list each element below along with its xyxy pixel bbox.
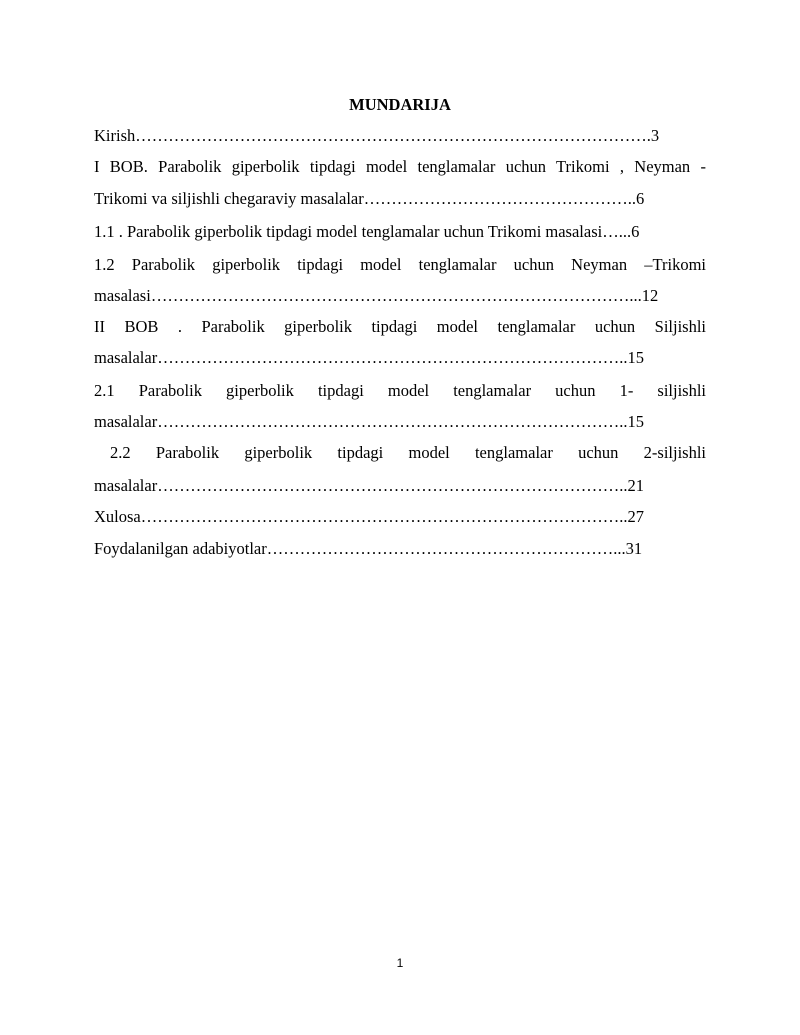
toc-entry-chapter-2-line-2: masalalar…………………………………………………………………………..15 (94, 348, 644, 367)
toc-entry-xulosa: Xulosa……………………………………………………………………………..27 (94, 507, 644, 526)
toc-entry-section-2-2-line-1: 2.2 Parabolik giperbolik tipdagi model tenglamalar uchun 2-siljishli (110, 443, 706, 462)
toc-entry-chapter-1-line-1: I BOB. Parabolik giperbolik tipdagi model tenglamalar uchun Trikomi , Neyman - (94, 157, 706, 176)
toc-entry-bibliography: Foydalanilgan adabiyotlar………………………………………………………...31 (94, 539, 643, 558)
toc-entry-kirish: Kirish………………………………………………………………………………….3 (94, 126, 660, 145)
toc-entry-section-2-1-line-1: 2.1 Parabolik giperbolik tipdagi model tenglamalar uchun 1- siljishli (94, 381, 706, 400)
page-title: MUNDARIJA (349, 95, 451, 114)
page-number: 1 (396, 956, 404, 970)
toc-entry-section-2-1-line-2: masalalar…………………………………………………………………………..15 (94, 412, 644, 431)
toc-entry-section-1-2-line-2: masalasi……………………………………………………………………………...12 (94, 286, 659, 305)
toc-entry-section-1-1: 1.1 . Parabolik giperbolik tipdagi model tenglamalar uchun Trikomi masalasi…...6 (94, 222, 640, 241)
toc-entry-chapter-1-line-2: Trikomi va siljishli chegaraviy masalalar…………………………………………..6 (94, 189, 645, 208)
toc-entry-section-1-2-line-1: 1.2 Parabolik giperbolik tipdagi model tenglamalar uchun Neyman –Trikomi (94, 255, 706, 274)
toc-entry-section-2-2-line-2: masalalar…………………………………………………………………………..21 (94, 476, 644, 495)
toc-entry-chapter-2-line-1: II BOB . Parabolik giperbolik tipdagi model tenglamalar uchun Siljishli (94, 317, 706, 336)
